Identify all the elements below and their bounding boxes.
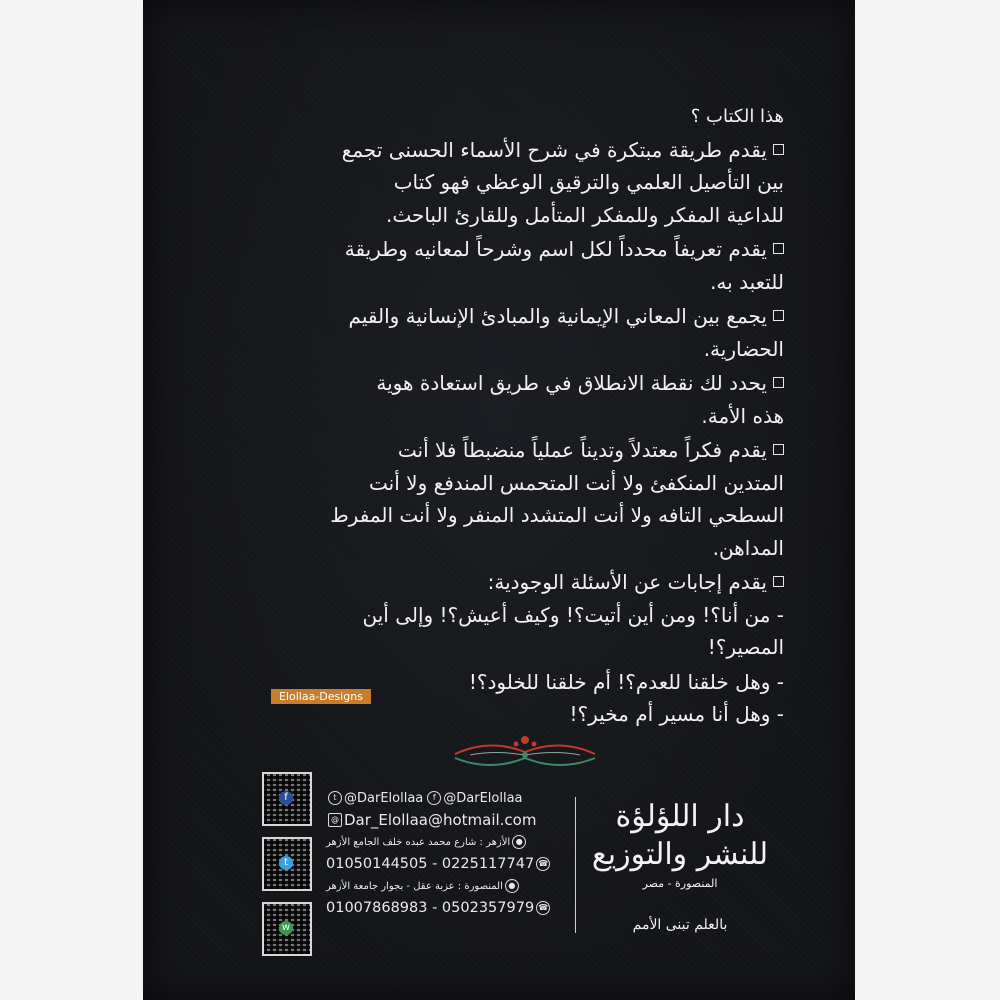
bullet-square-icon [773,243,784,254]
publisher-contacts [326,787,574,919]
description-line [232,435,784,466]
whatsapp-icon: w [279,921,293,935]
description-line-text: للتعبد به. [710,269,784,294]
description-line-text: المتدين المنكفئ ولا أنت المتحمس المندفع ولا أنت [369,470,784,495]
description-paragraph [232,368,784,431]
description-line [232,200,784,231]
description-line-text: يحدد لك نقطة الانطلاق في طريق استعادة هوية [376,371,767,395]
phones-azhar [326,853,574,875]
description-line-text: للداعية المفكر وللمفكر المتأمل وللقارئ الباحث. [385,202,784,227]
description-line [232,533,784,564]
description-line [232,468,784,499]
description-paragraph [232,567,784,663]
description-paragraph [232,301,784,364]
twitter-icon: t [279,856,293,870]
description-line [232,401,784,432]
description-paragraph [232,435,784,563]
book-description [232,102,784,734]
contacts-divider [575,797,576,933]
description-line [232,234,784,265]
description-line-text: - وهل خلقنا للعدم؟! أم خلقنا للخلود؟! [468,669,784,694]
description-paragraph [232,234,784,297]
description-line-text: السطحي التافه ولا أنت المتشدد المنفر ولا أنت المفرط [330,503,784,527]
phones-mansoura [326,897,574,919]
address-azhar [326,831,574,853]
description-line-text: - من أنا؟! ومن أين أتيت؟! وكيف أعيش؟! وإلى أين [362,602,784,627]
twitter-icon: t [328,791,342,805]
description-line-text: هذه الأمة. [701,403,784,428]
email-address[interactable]: Dar_Elollaa@hotmail.com [344,811,537,829]
bullet-square-icon [773,377,784,388]
description-line-text: يقدم تعريفاً محدداً لكل اسم وشرحاً لمعانيه وطريقة [344,237,767,261]
facebook-handle[interactable]: @DarElollaa [443,790,523,806]
description-line-text: يجمع بين المعاني الإيمانية والمبادئ الإنسانية والقيم [348,304,767,328]
publisher-city: المنصورة - مصر [642,877,718,890]
qr-code-whatsapp-icon[interactable] [262,902,312,956]
facebook-icon: f [427,791,441,805]
description-line-text: المصير؟! [707,635,784,659]
phone-icon: ☎ [536,857,550,871]
bullet-square-icon [773,576,784,587]
description-paragraph [232,135,784,231]
description-line-text: يقدم إجابات عن الأسئلة الوجودية: [487,570,767,594]
description-line [232,135,784,166]
bullet-square-icon [773,444,784,455]
description-line [232,567,784,598]
description-line [232,301,784,332]
description-line-text: الحضارية. [703,336,784,361]
description-line-text: يقدم فكراً معتدلاً وتديناً عملياً منضبطاً فلا أنت [397,438,767,462]
bullet-square-icon [773,144,784,155]
phones-azhar-text: 01050144505 - 0225117747 [326,856,535,872]
description-line [232,600,784,631]
location-icon: ● [505,879,519,893]
description-line-text: - وهل أنا مسير أم مخير؟! [569,702,784,726]
description-line [232,334,784,365]
designer-tag: Elollaa-Designs [271,689,371,704]
address-azhar-text: الأزهر : شارع محمد عبده خلف الجامع الأزهر [326,836,511,848]
description-paragraphs [232,135,784,730]
description-line [232,167,784,198]
publisher-logo [580,792,780,933]
qr-code-twitter-icon[interactable] [262,837,312,891]
description-line [232,500,784,531]
description-line [232,267,784,298]
twitter-handle[interactable]: @DarElollaa [344,790,424,806]
publisher-name: دار اللؤلؤة للنشر والتوزيع [591,799,769,872]
location-icon: ● [512,835,526,849]
address-mansoura-text: المنصورة : عزبة عقل - بجوار جامعة الأزهر [326,880,503,892]
bullet-square-icon [773,310,784,321]
qr-code-facebook-icon[interactable] [262,772,312,826]
publisher-motto: بالعلم تبنى الأمم [632,917,728,933]
description-line [232,632,784,663]
phones-mansoura-text: 01007868983 - 0502357979 [326,900,535,916]
description-line [232,368,784,399]
phone-icon: ☎ [536,901,550,915]
description-heading: هذا الكتاب ؟ [690,106,784,127]
address-mansoura [326,875,574,897]
qr-codes [262,772,312,967]
facebook-icon: f [279,791,293,805]
email-row [326,809,574,831]
decorative-ornament-icon [450,728,600,770]
description-line-text: بين التأصيل العلمي والترقيق الوعظي فهو كتاب [393,170,784,194]
description-line-text: المداهن. [712,535,784,560]
social-handles [326,787,574,809]
description-line-text: يقدم طريقة مبتكرة في شرح الأسماء الحسنى تجمع [341,137,767,162]
email-icon: @ [328,813,342,827]
